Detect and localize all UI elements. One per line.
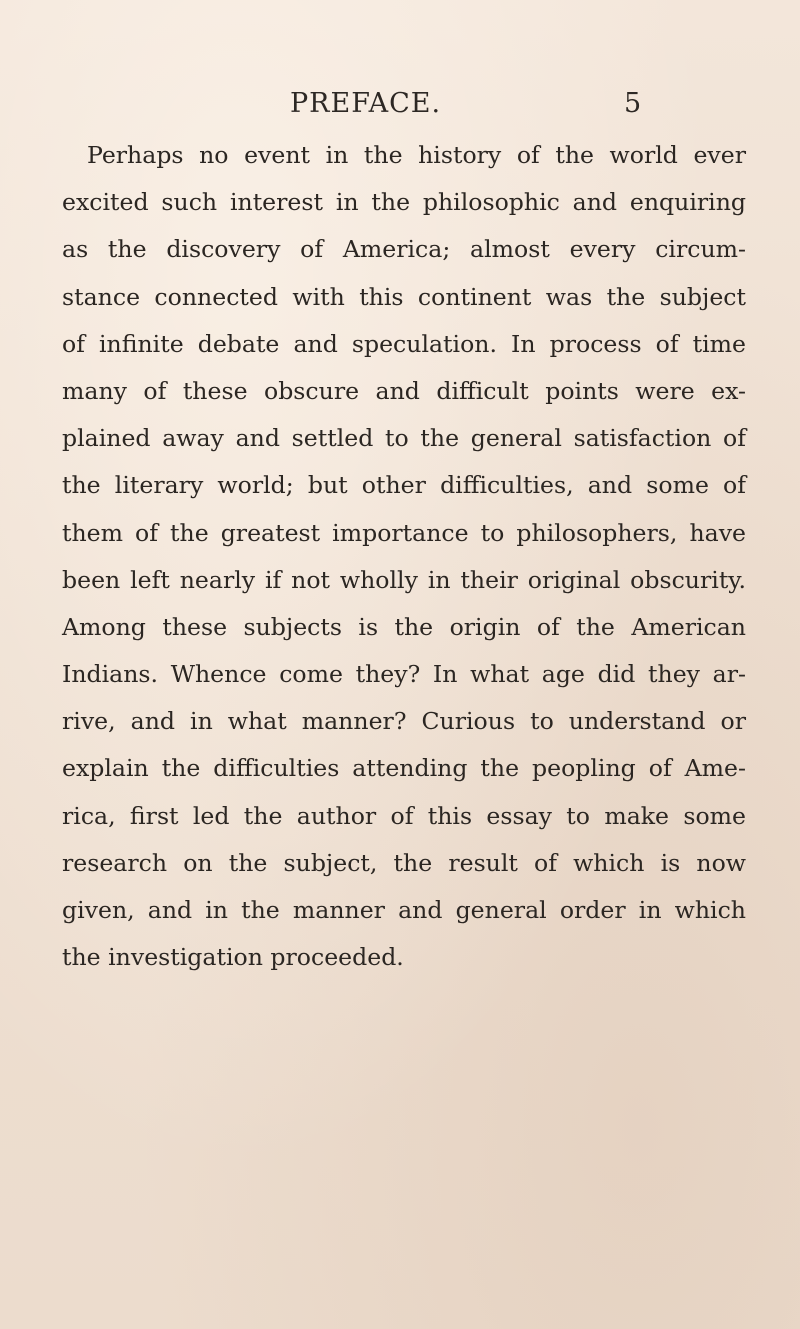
preface-paragraph xyxy=(62,132,746,981)
text-line: the investigation proceeded. xyxy=(62,943,404,972)
running-title: PREFACE. xyxy=(290,88,442,119)
text-line: stance connected with this continent was the subject xyxy=(62,282,746,311)
text-line: plained away and settled to the general satisfaction of xyxy=(62,424,746,453)
text-line: research on the subject, the result of which is now xyxy=(62,848,746,877)
text-line: excited such interest in the philosophic and enquiring xyxy=(62,188,746,217)
text-line: given, and in the manner and general order in which xyxy=(62,896,746,924)
text-line: as the discovery of America; almost every circum- xyxy=(62,235,746,264)
text-line: rive, and in what manner? Curious to understand or xyxy=(62,707,746,736)
page-number: 5 xyxy=(624,88,642,119)
page-header xyxy=(0,88,800,128)
text-line: many of these obscure and difficult points were ex- xyxy=(62,376,746,405)
text-line: Among these subjects is the origin of the American xyxy=(62,612,746,641)
text-line: explain the difficulties attending the peopling of Ame- xyxy=(62,754,746,783)
text-line: them of the greatest importance to philosophers, have xyxy=(62,518,746,547)
text-line: the literary world; but other difficulties, and some of xyxy=(62,471,746,500)
text-line: rica, first led the author of this essay to make some xyxy=(62,801,746,830)
text-line: been left nearly if not wholly in their original obscurity. xyxy=(62,565,746,594)
text-line: of infinite debate and speculation. In process of time xyxy=(62,329,746,358)
text-line: Perhaps no event in the history of the world ever xyxy=(87,141,746,169)
text-line: Indians. Whence come they? In what age did they ar- xyxy=(62,660,746,689)
